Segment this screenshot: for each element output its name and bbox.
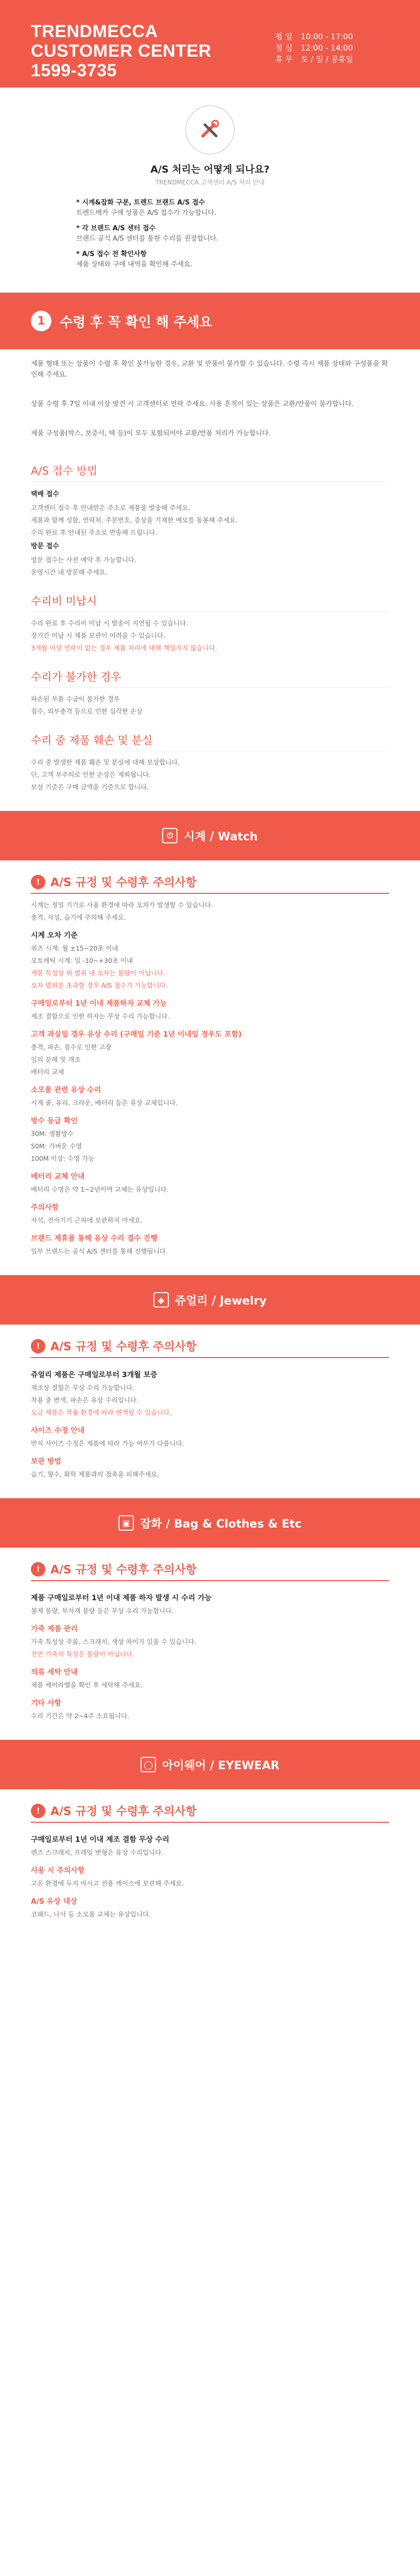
hours-label: 점 심	[275, 43, 293, 53]
glasses-icon: ◯	[141, 1757, 156, 1772]
eyewear-line: 렌즈 스크래치, 프레임 변형은 유상 수리입니다.	[31, 1849, 164, 1856]
watch-error-note: 오차 범위를 초과할 경우 A/S 접수가 가능합니다.	[31, 981, 168, 989]
hours-row	[275, 42, 353, 54]
watch-caution	[31, 874, 389, 890]
intro-item: * 각 브랜드 A/S 센터 접수	[76, 225, 156, 232]
category-title: 아이웨어 / EYEWEAR	[162, 1759, 279, 1772]
unrepairable-heading: 수리가 불가한 경우	[31, 669, 389, 688]
intro-item: 브랜드 공식 A/S 센터를 통한 수리를 권장합니다.	[76, 235, 219, 243]
diamond-icon: ◆	[153, 1292, 169, 1308]
watch-paid-line: 임의 분해 및 개조	[31, 1056, 81, 1063]
bag-sub-heading: 의류 세탁 안내	[31, 1668, 78, 1676]
watch-free-heading: 구매일로부터 1년 이내 제품하자 교체 가능	[31, 999, 167, 1008]
jewelry-note: 도금 제품은 착용 환경에 따라 변색될 수 있습니다.	[31, 1409, 172, 1416]
watch-intro-line: 시계는 정밀 기기로 사용 환경에 따라 오차가 발생할 수 있습니다.	[31, 901, 213, 909]
section1-paragraph: 제품 형태 또는 상품이 수령 후 확인 불가능한 경우, 교환 및 반품이 불가할 수 있습니다. 수령 즉시 제품 상태와 구성품을 확인해 주세요.	[31, 360, 388, 379]
bottom-spacer	[0, 1921, 420, 1967]
visit-method-label	[0, 539, 420, 554]
intro-subtitle: TRENDMECCA 고객센터 A/S 처리 안내	[155, 179, 265, 186]
damage-line: 수리 중 발생한 제품 훼손 및 분실에 대해 보상합니다.	[31, 758, 180, 766]
unpaid-heading: 수리비 미납시	[31, 593, 389, 612]
category-title: 시계 / Watch	[184, 830, 258, 843]
jewelry-line: 착용 중 변색, 파손은 유상 수리입니다.	[31, 1396, 138, 1404]
unpaid-line: 수리 완료 후 수리비 미납 시 발송이 지연될 수 있습니다.	[31, 619, 188, 627]
jewelry-line: 습기, 향수, 화학 제품과의 접촉을 피해주세요.	[31, 1470, 160, 1478]
warning-icon: !	[31, 875, 45, 889]
watch-error-line: 오토매틱 시계: 일 -10~+30초 이내	[31, 957, 133, 964]
intro-item: 트렌드메카 구매 상품은 A/S 접수가 가능합니다.	[76, 209, 217, 217]
jewelry-sub-heading: 보관 방법	[31, 1458, 61, 1466]
receipt-line: 제품과 함께 성함, 연락처, 주문번호, 증상을 기재한 메모를 동봉해 주세요.	[31, 516, 238, 524]
caution-title: A/S 규정 및 수령후 주의사항	[50, 1564, 197, 1577]
section1-paragraph: 제품 구성품(박스, 보증서, 택 등)이 모두 포함되어야 교환/반품 처리가 가능합니다.	[31, 430, 271, 437]
watch-error-heading: 시계 오차 기준	[31, 931, 78, 940]
divider	[31, 1822, 389, 1823]
watch-error-note: 제품 특성상 위 범위 내 오차는 불량이 아닙니다.	[31, 969, 166, 977]
hours-value: 토 / 일 / 공휴일	[301, 55, 353, 64]
eyewear-sub-heading: 사용 시 주의사항	[31, 1867, 85, 1875]
unpaid-line: 장기간 미납 시 제품 보관이 어려울 수 있습니다.	[31, 632, 166, 639]
watch-battery-line: 배터리 수명은 약 1~2년이며 교체는 유상입니다.	[31, 1185, 169, 1193]
hours-value: 10:00 - 17:00	[301, 32, 353, 41]
section-title: 수령 후 꼭 확인 해 주세요	[60, 314, 213, 330]
watch-waterproof-line: 50M: 가벼운 수영	[31, 1142, 82, 1150]
eyewear-line: 고온 환경에 두지 마시고 전용 케이스에 보관해 주세요.	[31, 1879, 184, 1887]
watch-icon: ⏱	[162, 828, 178, 843]
caution-title: A/S 규정 및 수령후 주의사항	[50, 1341, 197, 1353]
hours-row	[275, 54, 353, 65]
jewelry-sub-heading: 쥬얼리 제품은 구매일로부터 3개월 보증	[31, 1371, 157, 1379]
bag-line: 가죽 특성상 주름, 스크래치, 색상 차이가 있을 수 있습니다.	[31, 1638, 197, 1646]
section1-paragraph: 상품 수령 후 7일 이내 이상 발견 시 고객센터로 연락 주세요. 사용 흔적이 있는 상품은 교환/반품이 불가합니다.	[31, 400, 354, 408]
caution-title: A/S 규정 및 수령후 주의사항	[50, 1805, 197, 1818]
intro-list	[76, 198, 344, 270]
hours-row	[275, 31, 353, 42]
unrepairable-line: 파손된 부품 수급이 불가한 경우	[31, 695, 120, 703]
section1-banner	[0, 293, 420, 349]
label-text: 택배 접수	[31, 490, 59, 498]
watch-brand-line: 일부 브랜드는 공식 A/S 센터를 통해 진행됩니다.	[31, 1247, 168, 1255]
intro-item: * A/S 접수 전 확인사항	[76, 250, 147, 258]
caution-title: A/S 규정 및 수령후 주의사항	[50, 876, 197, 889]
customer-center-header	[0, 0, 420, 88]
bag-caution	[31, 1561, 389, 1577]
jewelry-caution	[31, 1338, 389, 1354]
hours-label: 휴 무	[275, 55, 293, 64]
intro-section	[0, 88, 420, 282]
eyewear-sub-heading: 구매일로부터 1년 이내 제조 결함 무상 수리	[31, 1836, 169, 1844]
bag-line: 제품 케어라벨을 확인 후 세탁해 주세요.	[31, 1681, 143, 1689]
eyewear-banner	[0, 1740, 420, 1789]
watch-parts-line: 시계 줄, 유리, 크라운, 배터리 등은 유상 교체입니다.	[31, 1099, 178, 1107]
category-title: 잡화 / Bag & Clothes & Etc	[140, 1517, 302, 1531]
unrepairable-line: 침수, 외부충격 등으로 인한 심각한 손상	[31, 707, 143, 715]
divider	[31, 1580, 389, 1581]
watch-brand-heading: 브랜드 제휴를 통해 유상 수리 접수 진행	[31, 1234, 157, 1243]
warning-icon: !	[31, 1804, 45, 1818]
operating-hours	[275, 31, 353, 65]
watch-parts-heading: 소모품 관련 유상 수리	[31, 1086, 101, 1094]
bag-sub-heading: 가죽 제품 관리	[31, 1625, 78, 1633]
bag-sub-heading: 기타 사항	[31, 1699, 61, 1707]
watch-error-line: 쿼츠 시계: 월 ±15~20초 이내	[31, 944, 118, 952]
watch-paid-line: 배터리 교체	[31, 1068, 64, 1076]
jewelry-sub-heading: 사이즈 수정 안내	[31, 1427, 85, 1435]
watch-battery-heading: 배터리 교체 안내	[31, 1173, 85, 1181]
warning-icon: !	[31, 1339, 45, 1353]
bag-sub-heading: 제품 구매일로부터 1년 이내 제품 하자 발생 시 수리 가능	[31, 1594, 212, 1602]
jewelry-line: 제조상 결함은 무상 수리 가능합니다.	[31, 1384, 134, 1392]
phone-number: 1599-3735	[31, 61, 117, 80]
bag-banner	[0, 1498, 420, 1548]
visit-line: 운영시간 내 방문해 주세요.	[31, 568, 108, 576]
hours-label: 평 일	[275, 32, 293, 41]
receipt-line: 수리 완료 후 안내된 주소로 반송해 드립니다.	[31, 529, 157, 536]
wrench-screwdriver-icon	[185, 105, 235, 155]
jewelry-line: 반지 사이즈 수정은 제품에 따라 가능 여부가 다릅니다.	[31, 1439, 184, 1447]
damage-line: 보상 기준은 구매 금액을 기준으로 합니다.	[31, 783, 149, 791]
receipt-method-label	[0, 487, 420, 502]
divider	[31, 1357, 389, 1358]
eyewear-caution	[31, 1803, 389, 1819]
watch-intro-line: 충격, 자성, 습기에 주의해 주세요.	[31, 913, 126, 921]
eyewear-sub-heading: A/S 유상 대상	[31, 1897, 77, 1906]
intro-title: A/S 처리는 어떻게 되나요?	[150, 164, 270, 175]
warning-icon: !	[31, 1562, 45, 1577]
bag-line: 수리 기간은 약 2~4주 소요됩니다.	[31, 1712, 130, 1720]
brand-name: TRENDMECCA	[31, 22, 158, 41]
intro-item: * 시계&잡화 구분, 트렌드 브랜드 A/S 접수	[76, 199, 205, 207]
bag-note: 천연 가죽의 특성은 불량이 아닙니다.	[31, 1650, 134, 1658]
bag-line: 봉제 불량, 부자재 불량 등은 무상 수리 가능합니다.	[31, 1607, 174, 1615]
category-title: 쥬얼리 / Jewelry	[174, 1294, 267, 1308]
watch-banner	[0, 811, 420, 860]
bag-icon: ▣	[118, 1515, 134, 1531]
section-number: 1	[31, 311, 51, 331]
intro-item: 제품 상태와 구매 내역을 확인해 주세요.	[76, 261, 192, 268]
unpaid-warning: 3개월 이상 연락이 없는 경우 제품 처리에 대해 책임지지 않습니다.	[31, 644, 217, 652]
visit-line: 방문 접수는 사전 예약 후 가능합니다.	[31, 556, 136, 564]
damage-heading: 수리 중 제품 훼손 및 분실	[31, 732, 389, 751]
watch-waterproof-line: 30M: 생활방수	[31, 1130, 74, 1138]
watch-free-line: 제조 결함으로 인한 하자는 무상 수리 가능합니다.	[31, 1012, 170, 1020]
hours-value: 12:00 - 14:00	[301, 43, 353, 53]
as-receipt-heading: A/S 접수 방법	[31, 463, 389, 482]
watch-paid-line: 충격, 파손, 침수로 인한 고장	[31, 1043, 112, 1051]
watch-note-heading: 주의사항	[31, 1204, 59, 1212]
eyewear-line: 코패드, 나사 등 소모품 교체는 유상입니다.	[31, 1910, 151, 1918]
watch-waterproof-line: 100M 이상: 수영 가능	[31, 1155, 95, 1162]
label-text: 방문 접수	[31, 543, 59, 550]
receipt-line: 고객센터 접수 후 안내받은 주소로 제품을 발송해 주세요.	[31, 504, 190, 512]
watch-waterproof-heading: 방수 등급 확인	[31, 1117, 78, 1125]
brand-subtitle: CUSTOMER CENTER	[31, 41, 212, 61]
watch-paid-heading: 고객 과실일 경우 유상 수리 (구매일 기준 1년 이내일 경우도 포함)	[31, 1030, 242, 1039]
damage-line: 단, 고객 부주의로 인한 손상은 제외됩니다.	[31, 771, 151, 778]
divider	[31, 893, 389, 894]
jewelry-banner	[0, 1275, 420, 1325]
watch-note-line: 자석, 전자기기 근처에 보관하지 마세요.	[31, 1216, 143, 1224]
